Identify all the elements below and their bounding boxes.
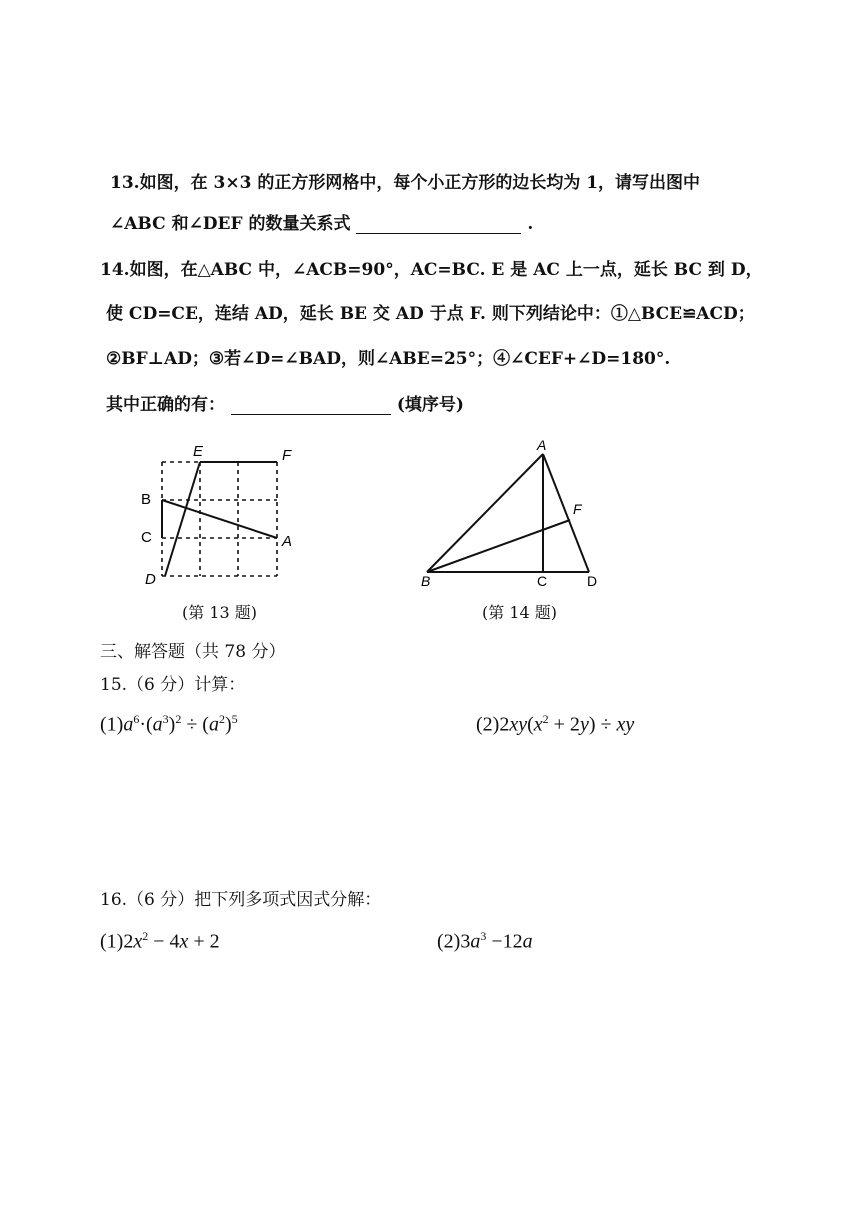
q15-part1: $(1)a^6\cdot(a^3)^2 \div (a^2)^5$ (100, 712, 238, 736)
fig14-label-c: C (537, 573, 548, 589)
fig14-caption: (第 14 题) (482, 603, 558, 622)
fig14-label-d: D (587, 573, 598, 589)
fig14-segment-ab (427, 454, 543, 572)
q16-part2-label: (2) (437, 930, 461, 953)
fig13-label-b: B (141, 491, 152, 508)
q14-line4-suffix: (填序号) (396, 395, 464, 415)
fig14-label-f: F (573, 501, 582, 517)
fig13-label-e: E (193, 443, 204, 460)
q15-part1-label: (1) (100, 713, 124, 736)
q14-answer-blank[interactable] (231, 396, 391, 415)
q13-line2: ∠ABC 和∠DEF 的数量关系式 (110, 214, 351, 234)
q13-line1: 13.如图，在 3×3 的正方形网格中，每个小正方形的边长均为 1，请写出图中 (110, 173, 701, 193)
q15-heading: 15.（6 分）计算： (100, 675, 246, 695)
fig13-segment-de (165, 462, 200, 576)
fig14-segments (427, 454, 589, 572)
q13-line2-end: . (527, 214, 534, 234)
q15-part2-label: (2) (476, 713, 500, 736)
q13-answer-blank[interactable] (356, 215, 521, 234)
figure-14 (415, 436, 615, 591)
q16-part1-label: (1) (100, 930, 124, 953)
fig13-label-d: D (145, 571, 156, 588)
q14-line1: 14.如图，在△ABC 中，∠ACB=90°，AC=BC. E 是 AC 上一点，延长 BC 到 D， (100, 260, 763, 280)
figure-13 (135, 438, 315, 593)
q14-line2: 使 CD=CE，连结 AD，延长 BE 交 AD 于点 F. 则下列结论中：①△BCE≌ACD； (106, 304, 755, 324)
q14-line3: ②BF⊥AD；③若∠D=∠BAD，则∠ABE=25°；④∠CEF+∠D=180°. (106, 349, 671, 369)
q14-line4-prefix: 其中正确的有： (106, 395, 225, 415)
q16-part2: $(2)3a^3 -12a$ (437, 929, 533, 953)
section3-heading: 三、解答题（共 78 分） (100, 642, 286, 662)
fig13-label-a: A (282, 533, 293, 550)
fig14-label-a: A (537, 437, 547, 453)
fig13-label-f: F (282, 447, 292, 464)
fig13-segments (162, 462, 277, 576)
q16-heading: 16.（6 分）把下列多项式因式分解： (100, 890, 382, 910)
q14-line4-row (106, 390, 464, 415)
q15-part2: $(2)2xy(x^2 + 2y)$ ÷ xy (476, 712, 635, 736)
q13-line2-row (110, 209, 533, 234)
q16-part1: $(1)2x^2 - 4x + 2$ (100, 929, 220, 953)
fig14-segment-bf (427, 520, 570, 572)
fig14-label-b: B (421, 573, 431, 589)
fig13-label-c: C (141, 529, 152, 546)
fig13-caption: (第 13 题) (182, 603, 258, 622)
fig14-segment-ad (543, 454, 589, 572)
